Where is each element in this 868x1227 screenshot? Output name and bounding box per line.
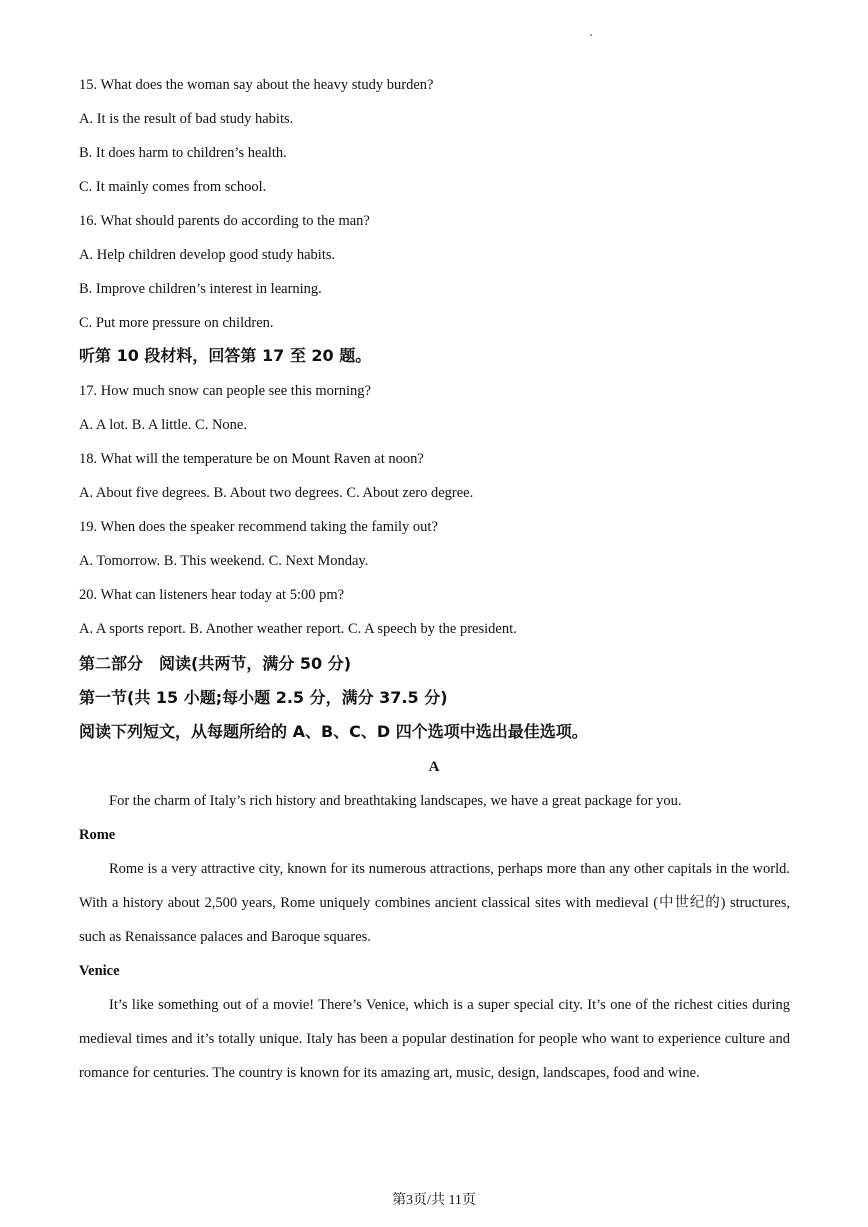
question-17: 17. How much snow can people see this morning?: [79, 383, 371, 399]
passage-intro: For the charm of Italy’s rich history and breathtaking landscapes, we have a great package for you.: [109, 793, 682, 809]
option-16b: B. Improve children’s interest in learning.: [79, 281, 322, 297]
question-15: 15. What does the woman say about the heavy study burden?: [79, 77, 434, 93]
question-19: 19. When does the speaker recommend taking the family out?: [79, 519, 438, 535]
option-15b: B. It does harm to children’s health.: [79, 145, 287, 161]
option-16a: A. Help children develop good study habits.: [79, 247, 336, 263]
rome-heading: Rome: [79, 827, 116, 843]
options-20: A. A sports report. B. Another weather report. C. A speech by the president.: [79, 621, 517, 637]
passage-label: A: [428, 759, 440, 775]
option-16c: C. Put more pressure on children.: [79, 315, 274, 331]
question-16: 16. What should parents do according to the man?: [79, 213, 370, 229]
rome-paragraph: Rome is a very attractive city, known for its numerous attractions, perhaps more than any other capitals in the world. With a history about 2,500 years, Rome uniquely combines ancient classical sites with medieval (中世纪的) structures, such as Renaissance palaces and Baroque squares.: [79, 861, 790, 945]
option-15a: A. It is the result of bad study habits.: [79, 111, 294, 127]
page-footer: 第3页/共 11页: [392, 1193, 476, 1208]
section-one-heading: 第一节(共 15 小题;每小题 2.5 分，满分 37.5 分): [79, 688, 448, 707]
venice-heading: Venice: [79, 963, 120, 979]
reading-instruction: 阅读下列短文，从每题所给的 A、B、C、D 四个选项中选出最佳选项。: [79, 722, 588, 741]
section-10-heading: 听第 10 段材料，回答第 17 至 20 题。: [79, 346, 372, 365]
question-18: 18. What will the temperature be on Mount Raven at noon?: [79, 451, 424, 467]
question-20: 20. What can listeners hear today at 5:00 pm?: [79, 587, 345, 603]
options-18: A. About five degrees. B. About two degrees. C. About zero degree.: [79, 485, 474, 501]
option-15c: C. It mainly comes from school.: [79, 179, 267, 195]
options-19: A. Tomorrow. B. This weekend. C. Next Monday.: [79, 553, 369, 569]
options-17: A. A lot. B. A little. C. None.: [79, 417, 247, 433]
scan-dot: [590, 34, 592, 36]
venice-paragraph: It’s like something out of a movie! There’s Venice, which is a super special city. It’s one of the richest cities during medieval times and it’s totally unique. Italy has been a popular destination for people who want to experience culture and romance for centuries. The country is known for its amazing art, music, design, landscapes, food and wine.: [79, 997, 790, 1081]
part-two-heading: 第二部分 阅读(共两节，满分 50 分): [79, 654, 352, 673]
